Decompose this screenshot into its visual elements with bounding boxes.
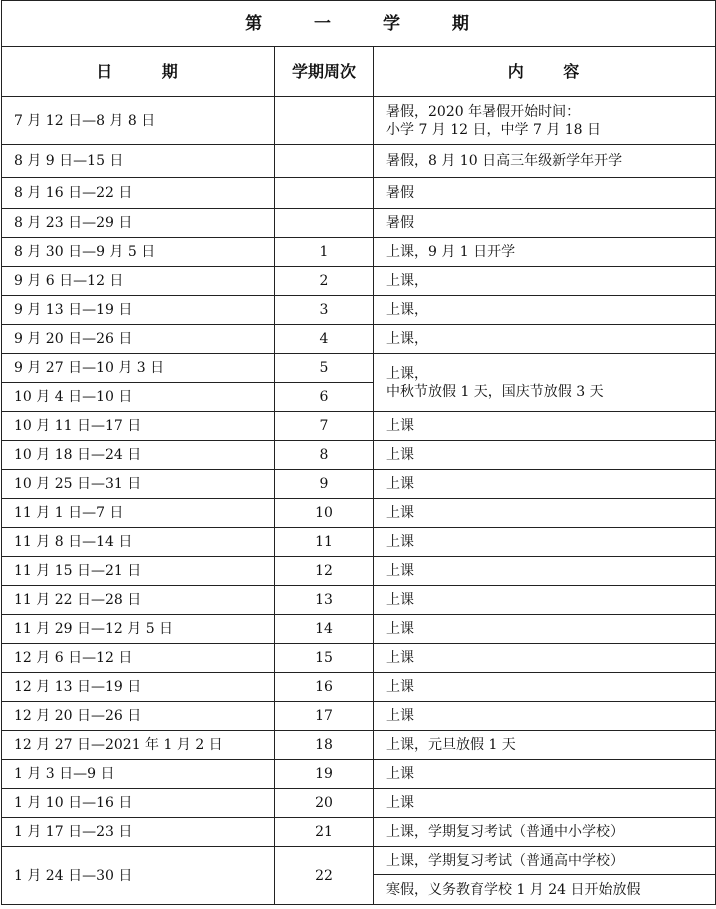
table-row (2, 499, 716, 528)
row-content: 上课 (374, 644, 716, 673)
row-week: 13 (275, 586, 374, 615)
row-week: 21 (275, 818, 374, 847)
row-week: 22 (275, 847, 374, 905)
table-row (2, 470, 716, 499)
table-row (2, 760, 716, 789)
row-content-line: 中秋节放假 1 天，国庆节放假 3 天 (386, 383, 604, 400)
table-row (2, 702, 716, 731)
row-content: 上课 (374, 441, 716, 470)
row-content: 上课， (374, 267, 716, 296)
table-row (2, 178, 716, 209)
row-week: 15 (275, 644, 374, 673)
row-content (374, 354, 716, 412)
row-date: 7 月 12 日—8 月 8 日 (2, 97, 275, 145)
table-row (2, 557, 716, 586)
row-content: 暑假，8 月 10 日高三年级新学年开学 (374, 145, 716, 178)
header-content: 内 容 (374, 47, 716, 97)
row-content: 上课，学期复习考试（普通高中学校） (374, 847, 716, 875)
row-date: 1 月 10 日—16 日 (2, 789, 275, 818)
row-week: 19 (275, 760, 374, 789)
row-content: 上课， (374, 325, 716, 354)
row-date: 12 月 20 日—26 日 (2, 702, 275, 731)
row-date: 8 月 30 日—9 月 5 日 (2, 238, 275, 267)
row-content-line: 小学 7 月 12 日，中学 7 月 18 日 (386, 121, 602, 138)
row-date: 11 月 29 日—12 月 5 日 (2, 615, 275, 644)
row-content: 上课 (374, 528, 716, 557)
row-content: 上课 (374, 412, 716, 441)
row-date: 10 月 4 日—10 日 (2, 383, 275, 412)
row-week: 6 (275, 383, 374, 412)
row-date: 11 月 8 日—14 日 (2, 528, 275, 557)
row-date: 1 月 3 日—9 日 (2, 760, 275, 789)
row-date: 9 月 27 日—10 月 3 日 (2, 354, 275, 383)
row-week: 3 (275, 296, 374, 325)
row-content: 上课 (374, 499, 716, 528)
row-week (275, 145, 374, 178)
row-date: 8 月 16 日—22 日 (2, 178, 275, 209)
row-content: 上课 (374, 557, 716, 586)
table-row (2, 789, 716, 818)
row-content: 寒假，义务教育学校 1 月 24 日开始放假 (374, 875, 716, 905)
row-week: 18 (275, 731, 374, 760)
row-content: 上课 (374, 702, 716, 731)
row-week: 14 (275, 615, 374, 644)
row-week: 17 (275, 702, 374, 731)
row-content: 上课，元旦放假 1 天 (374, 731, 716, 760)
table-row (2, 644, 716, 673)
table-row (2, 296, 716, 325)
table-row (2, 354, 716, 383)
row-content: 暑假 (374, 209, 716, 238)
row-week (275, 97, 374, 145)
row-content: 上课 (374, 673, 716, 702)
row-date: 9 月 13 日—19 日 (2, 296, 275, 325)
table-row (2, 238, 716, 267)
table-row (2, 145, 716, 178)
row-week: 7 (275, 412, 374, 441)
row-date: 8 月 9 日—15 日 (2, 145, 275, 178)
row-content: 上课 (374, 615, 716, 644)
row-week: 20 (275, 789, 374, 818)
table-row (2, 586, 716, 615)
row-date: 11 月 1 日—7 日 (2, 499, 275, 528)
row-week: 1 (275, 238, 374, 267)
row-date: 11 月 22 日—28 日 (2, 586, 275, 615)
row-content: 上课，学期复习考试（普通中小学校） (374, 818, 716, 847)
table-row (2, 209, 716, 238)
table-title: 第 一 学 期 (2, 1, 716, 47)
row-date: 10 月 18 日—24 日 (2, 441, 275, 470)
table-row (2, 731, 716, 760)
row-content: 上课 (374, 789, 716, 818)
table-row (2, 673, 716, 702)
row-week: 11 (275, 528, 374, 557)
row-week: 2 (275, 267, 374, 296)
row-content (374, 97, 716, 145)
row-date: 1 月 24 日—30 日 (2, 847, 275, 905)
row-date: 9 月 6 日—12 日 (2, 267, 275, 296)
table-row (2, 97, 716, 145)
table-row (2, 441, 716, 470)
table-row (2, 528, 716, 557)
table-row (2, 615, 716, 644)
table-row (2, 325, 716, 354)
table-row (2, 267, 716, 296)
table-row (2, 412, 716, 441)
row-week: 12 (275, 557, 374, 586)
row-date: 12 月 27 日—2021 年 1 月 2 日 (2, 731, 275, 760)
row-week: 16 (275, 673, 374, 702)
row-content: 暑假 (374, 178, 716, 209)
row-date: 12 月 13 日—19 日 (2, 673, 275, 702)
row-date: 12 月 6 日—12 日 (2, 644, 275, 673)
row-content: 上课，9 月 1 日开学 (374, 238, 716, 267)
row-date: 1 月 17 日—23 日 (2, 818, 275, 847)
header-date: 日 期 (2, 47, 275, 97)
row-week: 4 (275, 325, 374, 354)
header-week: 学期周次 (275, 47, 374, 97)
row-content: 上课 (374, 760, 716, 789)
row-week: 5 (275, 354, 374, 383)
row-week (275, 178, 374, 209)
row-content: 上课 (374, 586, 716, 615)
table-row (2, 818, 716, 847)
row-date: 11 月 15 日—21 日 (2, 557, 275, 586)
row-date: 10 月 25 日—31 日 (2, 470, 275, 499)
row-content: 上课， (374, 296, 716, 325)
table-row (2, 847, 716, 875)
row-content: 上课 (374, 470, 716, 499)
row-date: 8 月 23 日—29 日 (2, 209, 275, 238)
row-date: 10 月 11 日—17 日 (2, 412, 275, 441)
calendar-table (1, 0, 716, 905)
row-content-line: 暑假，2020 年暑假开始时间： (386, 103, 581, 120)
row-week: 8 (275, 441, 374, 470)
row-date: 9 月 20 日—26 日 (2, 325, 275, 354)
row-week: 10 (275, 499, 374, 528)
row-week (275, 209, 374, 238)
row-week: 9 (275, 470, 374, 499)
row-content-line: 上课， (386, 365, 428, 382)
